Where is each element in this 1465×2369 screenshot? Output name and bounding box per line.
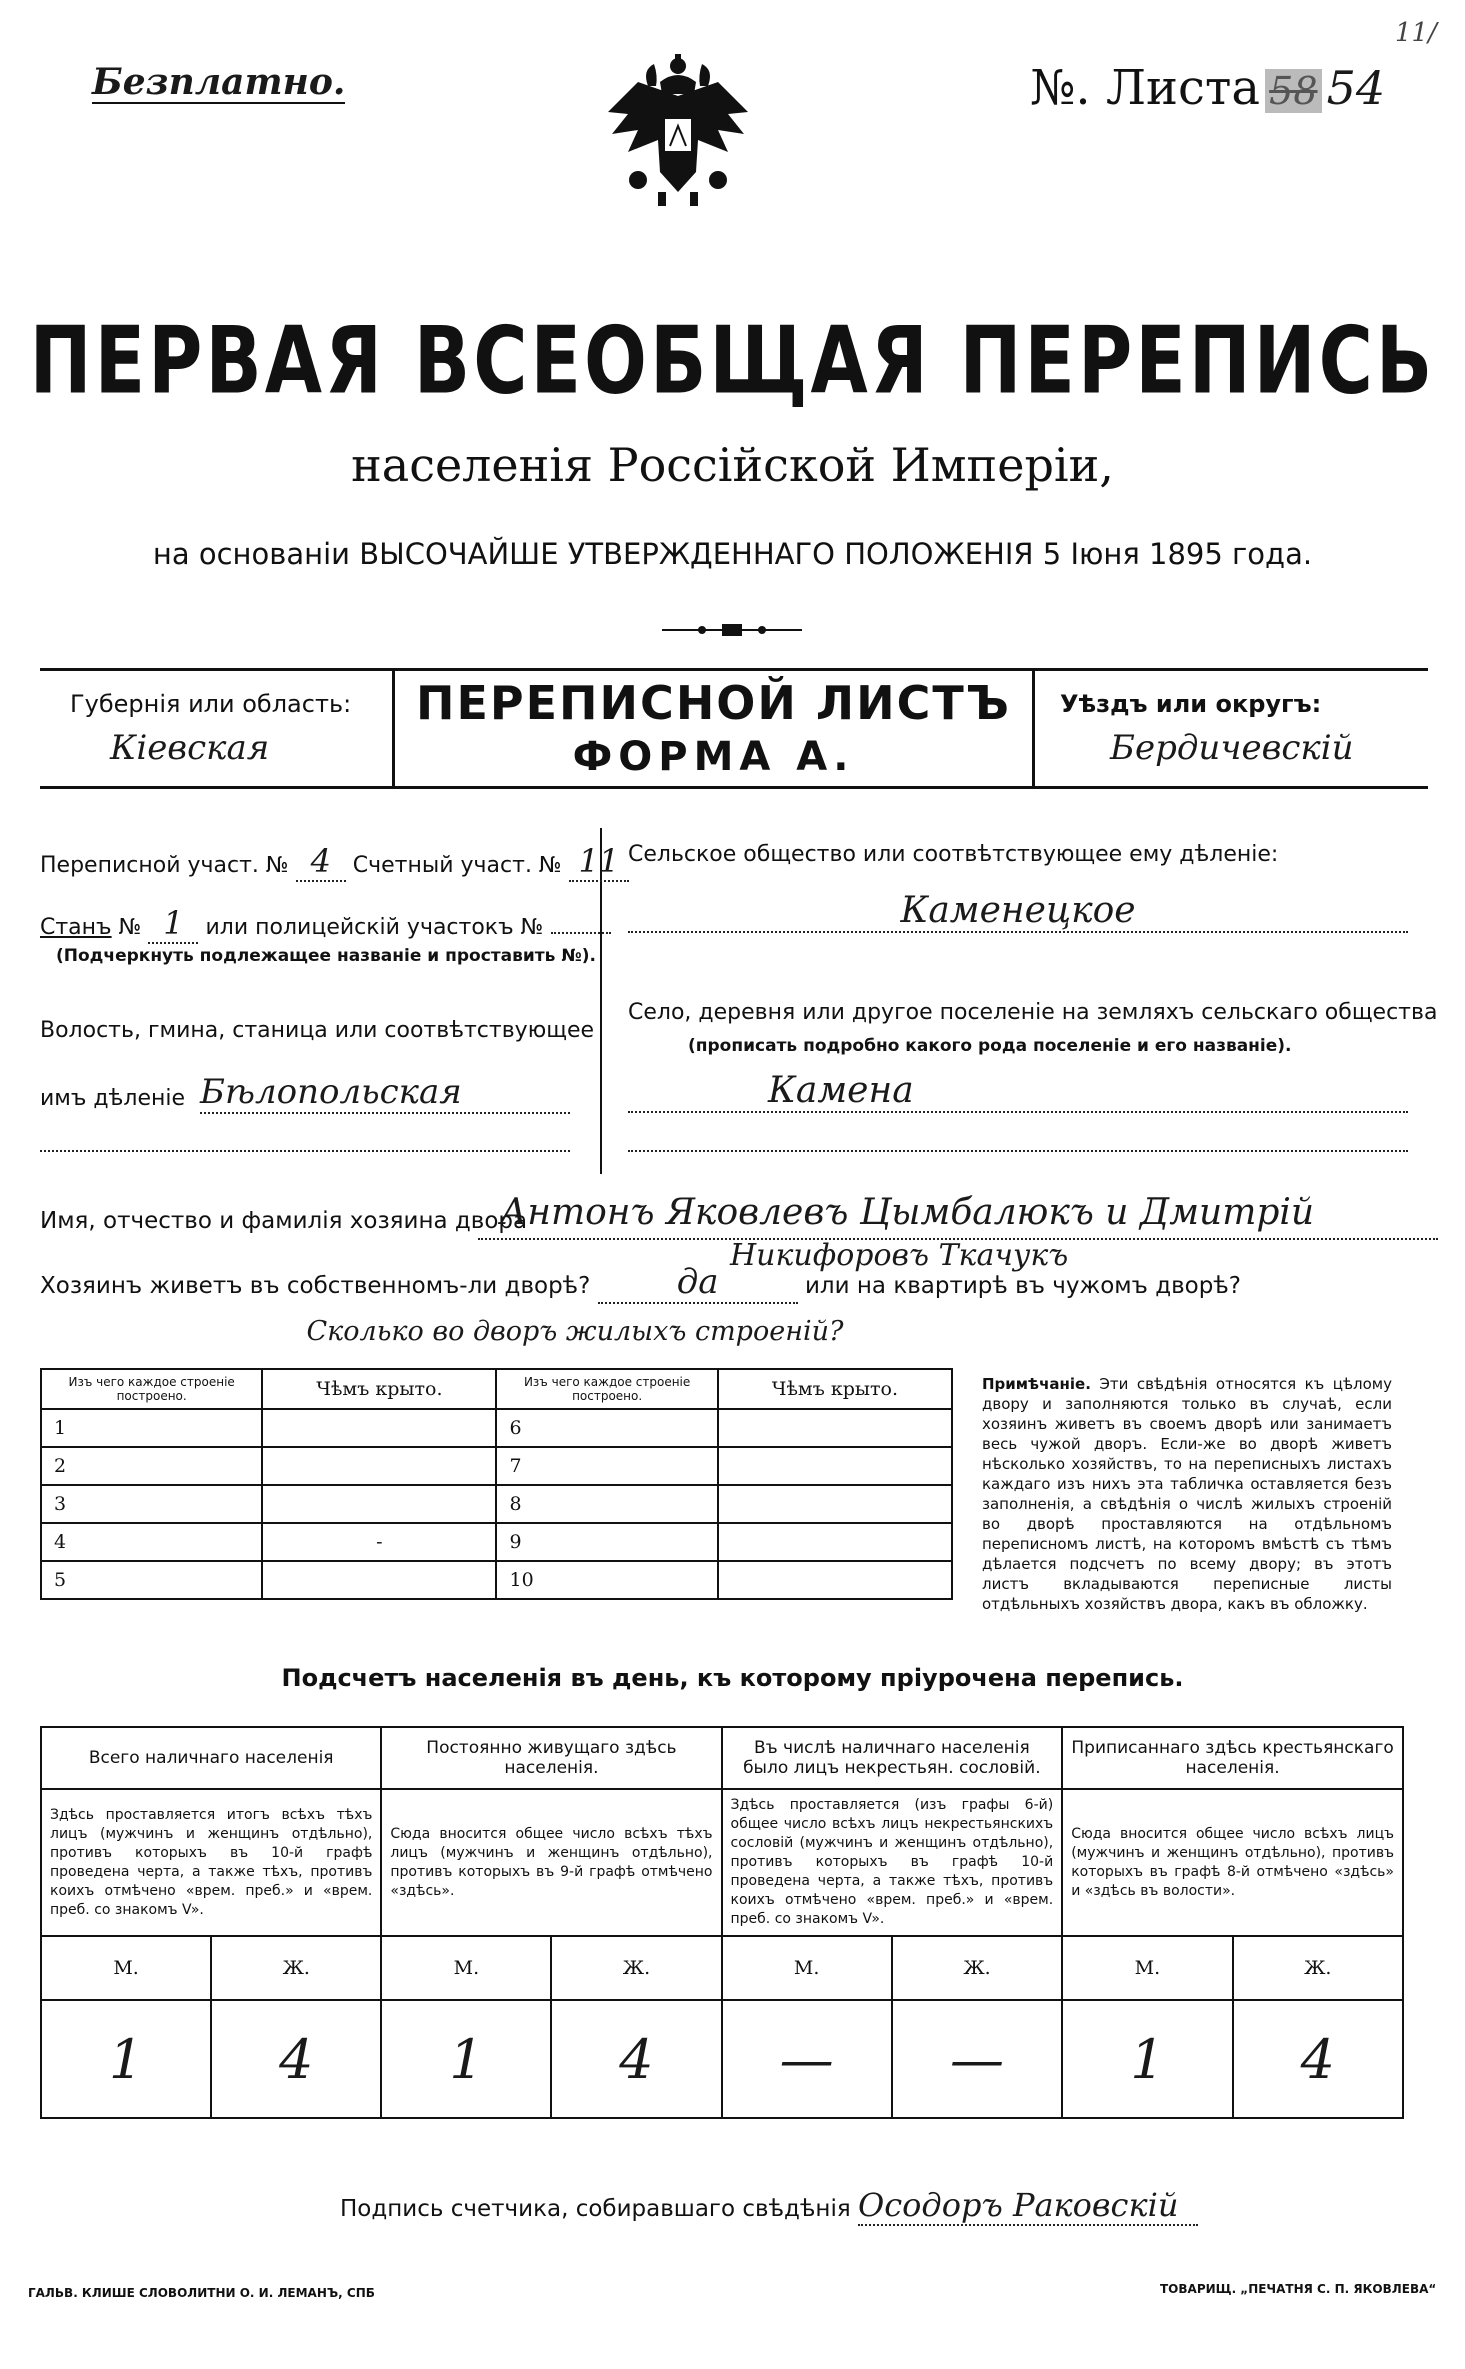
population-header: Приписаннаго здѣсь крестьянскаго населенія.	[1062, 1727, 1403, 1789]
owner-name-label: Имя, отчество и фамилія хозяина двора	[40, 1208, 528, 1234]
owner-name-value: Антонъ Яковлевъ Цымбалюкъ и Дмитрій	[500, 1192, 1315, 1233]
population-instruction: Сюда вносится общее число всѣхъ тѣхъ лицъ (мужчинъ и женщинъ отдѣльно), противъ которыхъ въ 9-й графѣ отмѣчено «здѣсь».	[381, 1789, 721, 1936]
coat-of-arms	[598, 52, 758, 212]
population-instruction: Здѣсь проставляется итогъ всѣхъ тѣхъ лицъ (мужчинъ и женщинъ отдѣльно), противъ которыхъ въ 10-й графѣ проведена черта, а также тѣхъ, противъ коихъ отмѣчено «врем. преб.» и «врем. преб. со знакомъ V».	[41, 1789, 381, 1936]
population-header: Постоянно живущаго здѣсь населенія.	[381, 1727, 721, 1789]
census-subtitle: населенія Россійской Имперіи,	[351, 438, 1114, 492]
stan-label: Станъ	[40, 915, 112, 940]
printer-left: ГАЛЬВ. КЛИШЕ СЛОВОЛИТНИ О. И. ЛЕМАНЪ, СПБ	[28, 2286, 375, 2300]
census-sheet-form: ФОРМА А.	[572, 734, 855, 780]
sex-label: М.	[1062, 1936, 1232, 2000]
census-district-label: Переписной участ. №	[40, 853, 289, 878]
gubernia-label: Губернія или область:	[70, 690, 352, 718]
row-number: 7	[496, 1447, 717, 1485]
volost-extra-line	[40, 1150, 570, 1152]
census-basis: на основаніи ВЫСОЧАЙШЕ УТВЕРЖДЕННАГО ПОЛОЖЕНІЯ 5 Іюня 1895 года.	[152, 537, 1313, 571]
police-label: или полицейскій участокъ №	[205, 915, 544, 940]
row-number: 4	[41, 1523, 262, 1561]
ornament-divider	[662, 622, 802, 636]
census-district-field	[40, 842, 629, 882]
population-table	[40, 1726, 1404, 2119]
village-note: (прописать подробно какого рода поселеніе и его названіе).	[688, 1036, 1292, 1056]
sex-label: Ж.	[892, 1936, 1062, 2000]
row-number: 3	[41, 1485, 262, 1523]
signature-label: Подпись счетчика, собиравшаго свѣдѣнія	[340, 2196, 851, 2222]
sheet-label: №. Листа	[1030, 60, 1261, 116]
volost-label: Волость, гмина, станица или соотвѣтствующее	[40, 1018, 595, 1043]
row-number: 2	[41, 1447, 262, 1485]
population-value: 1	[381, 2000, 551, 2118]
row-number: 6	[496, 1409, 717, 1447]
gubernia-value: Кіевская	[110, 728, 270, 768]
society-value: Каменецкое	[628, 890, 1408, 933]
sheet-number-field	[1030, 60, 1385, 120]
table-row	[41, 1561, 952, 1599]
row-dash: -	[262, 1523, 496, 1561]
population-header: Въ числѣ наличнаго населенія было лицъ некрестьян. сословій.	[722, 1727, 1063, 1789]
population-value: 4	[551, 2000, 721, 2118]
col-roof-right: Чѣмъ крыто.	[718, 1369, 952, 1409]
population-value: 4	[1233, 2000, 1403, 2118]
stan-field	[40, 904, 611, 944]
uezd-value: Бердичевскій	[1110, 728, 1354, 768]
table-row	[41, 1485, 952, 1523]
buildings-question: Сколько во дворъ жилыхъ строеній?	[306, 1316, 844, 1347]
col-material-right: Изъ чего каждое строеніе построено.	[496, 1369, 717, 1409]
population-instruction: Сюда вносится общее число всѣхъ лицъ (мужчинъ и женщинъ отдѣльно), противъ которыхъ въ графѣ 8-й отмѣчено «здѣсь» и «здѣсь въ волости».	[1062, 1789, 1403, 1936]
row-number: 9	[496, 1523, 717, 1561]
count-district-value: 11	[569, 842, 629, 882]
row-number: 10	[496, 1561, 717, 1599]
owner-rent-label: или на квартирѣ въ чужомъ дворѣ?	[804, 1273, 1241, 1299]
population-header: Всего наличнаго населенія	[41, 1727, 381, 1789]
stan-note: (Подчеркнуть подлежащее названіе и проставить №).	[56, 946, 596, 966]
row-number: 5	[41, 1561, 262, 1599]
owner-lives-field	[40, 1262, 1241, 1304]
stan-value: 1	[148, 904, 198, 944]
count-district-label: Счетный участ. №	[352, 853, 562, 878]
sheet-crossed-number: 58	[1265, 69, 1321, 113]
form-box-top-rule	[40, 668, 1428, 671]
owner-name-value-2: Никифоровъ Ткачукъ	[730, 1238, 1069, 1273]
signature-field	[340, 2186, 1198, 2226]
owner-lives-label: Хозяинъ живетъ въ собственномъ-ли дворѣ?	[40, 1273, 591, 1299]
sex-label: М.	[381, 1936, 551, 2000]
population-value: —	[892, 2000, 1062, 2118]
row-number: 1	[41, 1409, 262, 1447]
population-instruction: Здѣсь проставляется (изъ графы 6-й) общее число всѣхъ лицъ некрестьянскихъ сословій (мужчинъ и женщинъ отдѣльно), противъ которыхъ въ графѣ 10-й проведена черта, а также тѣхъ, противъ коихъ отмѣчено «врем. преб.» и «врем. преб. со знакомъ V».	[722, 1789, 1063, 1936]
form-box-bottom-rule	[40, 786, 1428, 789]
table-row	[41, 1447, 952, 1485]
table-row	[41, 1523, 952, 1561]
census-district-value: 4	[296, 842, 346, 882]
printer-right: ТОВАРИЩ. „ПЕЧАТНЯ С. П. ЯКОВЛЕВА“	[1160, 2282, 1437, 2296]
population-value: 1	[41, 2000, 211, 2118]
uezd-label: Уѣздъ или округъ:	[1060, 690, 1322, 718]
sex-label: Ж.	[551, 1936, 721, 2000]
col-material-left: Изъ чего каждое строеніе построено.	[41, 1369, 262, 1409]
volost-value: Бѣлопольская	[200, 1072, 570, 1114]
stan-no-sign: №	[118, 915, 142, 940]
sex-label: М.	[722, 1936, 892, 2000]
owner-lives-value: да	[598, 1262, 798, 1304]
village-extra-line	[628, 1150, 1408, 1152]
table-row	[41, 1409, 952, 1447]
col-roof-left: Чѣмъ крыто.	[262, 1369, 496, 1409]
free-label: Безплатно.	[92, 61, 346, 103]
signature-value: Осодоръ Раковскій	[858, 2186, 1198, 2226]
village-value: Камена	[628, 1070, 1408, 1113]
census-sheet-title: ПЕРЕПИСНОЙ ЛИСТЪ	[416, 676, 1011, 730]
row-number: 8	[496, 1485, 717, 1523]
society-label: Сельское общество или соотвѣтствующее ему дѣленіе:	[628, 842, 1279, 867]
census-title: ПЕРВАЯ ВСЕОБЩАЯ ПЕРЕПИСЬ	[29, 307, 1436, 415]
sex-label: Ж.	[211, 1936, 381, 2000]
population-value: —	[722, 2000, 892, 2118]
population-value: 1	[1062, 2000, 1232, 2118]
population-value: 4	[211, 2000, 381, 2118]
village-label: Село, деревня или другое поселеніе на земляхъ сельскаго общества	[628, 1000, 1438, 1025]
population-title: Подсчетъ населенія въ день, къ которому пріурочена перепись.	[281, 1664, 1184, 1692]
volost-label-2: имъ дѣленіе	[40, 1086, 186, 1111]
sex-label: Ж.	[1233, 1936, 1403, 2000]
buildings-table	[40, 1368, 953, 1600]
sex-label: М.	[41, 1936, 211, 2000]
sheet-number: 54	[1326, 61, 1386, 115]
note-title: Примѣчаніе.	[982, 1375, 1091, 1393]
note-block	[982, 1374, 1392, 1614]
form-box-divider-right	[1032, 668, 1035, 789]
corner-mark: 11/	[1395, 18, 1437, 48]
note-text: Эти свѣдѣнія относятся къ цѣлому двору и заполняются только въ случаѣ, если хозяинъ живетъ въ своемъ дворѣ или занимаетъ весь чужой дворъ. Если-же во дворѣ живетъ нѣсколько хозяйствъ, то на переписныхъ листахъ каждаго изъ нихъ эта табличка оставляется безъ заполненія, а свѣдѣнія о числѣ жилыхъ строеній во дворѣ проставляются на отдѣльномъ переписномъ листѣ, на которомъ вмѣстѣ съ тѣмъ дѣлается подсчетъ по всему двору; въ этотъ листъ вкладываются переписные листы отдѣльныхъ хозяйствъ двора, какъ въ обложку.	[982, 1375, 1392, 1613]
